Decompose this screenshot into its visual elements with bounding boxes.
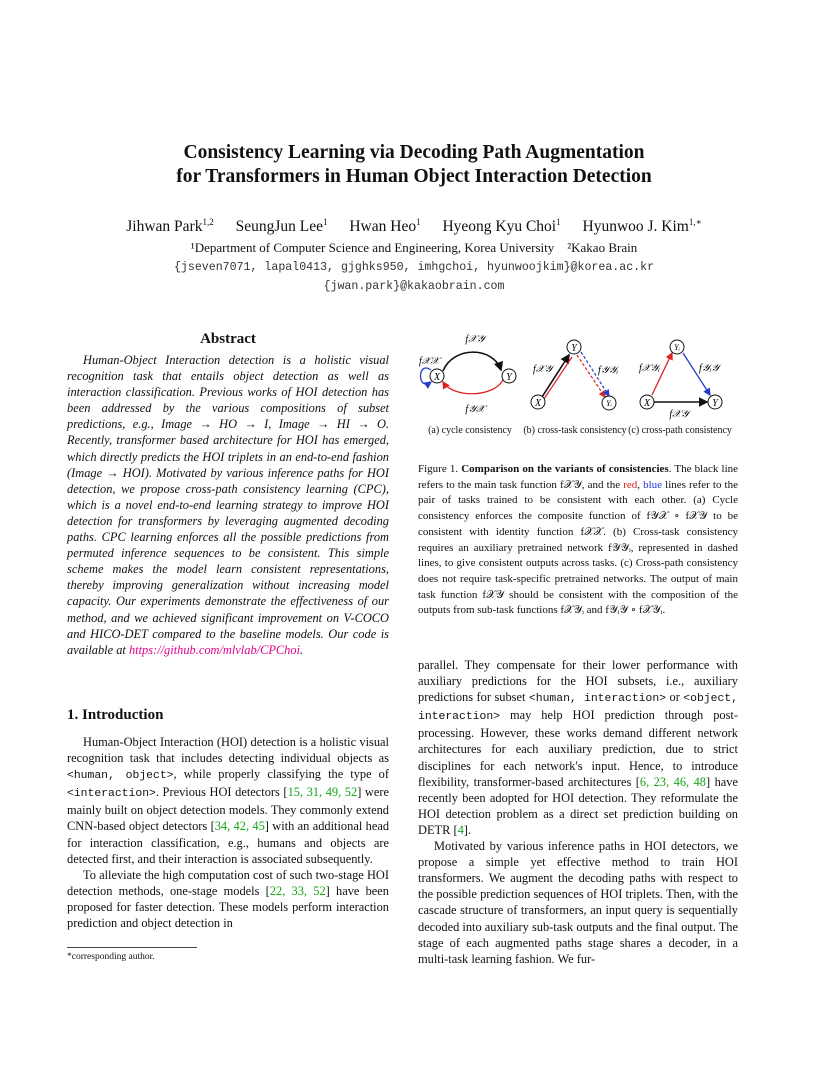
svg-text:X: X	[433, 372, 441, 383]
edge-fyyi-red	[577, 355, 605, 397]
edge-fxy	[443, 352, 501, 371]
svg-text:f𝒴𝒴ᵢ: f𝒴𝒴ᵢ	[598, 365, 619, 376]
cycle-consistency-diagram	[419, 334, 516, 415]
paragraph: parallel. They compensate for their lower performance with auxiliary predictions for the HOI subsets, i.e., auxiliary predictions for subset <human, interaction> or <object, interaction> may help HOI prediction through post-processing. However, these works demand different network architectures for each auxiliary prediction, due to strict disciplines for each network's input. Hence, to introduce flexibility, transformer-based architectures [6, 23, 46, 48] have recently been adopted for HOI detection. They reformulate the HOI detection problem as a direct set prediction building on DETR [4].	[418, 658, 738, 837]
svg-text:f𝒳𝒴: f𝒳𝒴	[533, 364, 553, 375]
right-column-body	[418, 657, 738, 967]
author: Hyunwoo J. Kim$^{1,∗}$	[582, 216, 702, 235]
figure-1	[413, 326, 743, 456]
figure-1-diagram	[413, 326, 743, 421]
section-heading-introduction: 1. Introduction	[67, 707, 164, 723]
abstract-body: Human-Object Interaction detection is a holistic visual recognition task that entails object detection as well as interaction classification. Previous works of HOI detection has been addressed by the various compositions of subset predictions, e.g., Image → HO → I, Image → HI → O. Recently, transformer based architecture for HOI has emerged, which directly predicts the HOI triplets in an end-to-end fashion (Image → HOI). Motivated by various inference paths for HOI detection, we propose cross-path consistency learning (CPC), which is a novel end-to-end learning strategy to improve HOI detection for transformers by leveraging augmented decoding paths. CPC learning enforces all the possible predictions from permuted inference sequences to be consistent. This simple scheme makes the model learn consistent representations, thereby improving generalization without increasing model capacity. Our experiments demonstrate the effectiveness of our method, and we achieved significant improvement on V-COCO and HICO-DET compared to the baseline models. Our code is available at https://github.com/mlvlab/CPChoi.	[67, 353, 389, 657]
svg-text:f𝒳𝒴: f𝒳𝒴	[669, 409, 689, 420]
svg-text:f𝒳𝒴ᵢ: f𝒳𝒴ᵢ	[639, 363, 660, 374]
paragraph: Human-Object Interaction (HOI) detection is a holistic visual recognition task that includes detecting individual objects as <human, object>, while properly classifying the type of <interaction>. Previous HOI detectors [15, 31, 49, 52] were mainly built on object detection models. They commonly extend CNN-based object detectors [34, 42, 45] with an additional head for interaction classification, e.g., humans and objects are detected first, and their interaction is associated subsequently.	[67, 735, 390, 866]
edge-fxyi	[652, 353, 672, 395]
author: Hyeong Kyu Choi$^1$	[442, 216, 561, 235]
svg-text:f𝒳𝒳: f𝒳𝒳	[419, 356, 439, 367]
footnote: *corresponding author.	[67, 952, 155, 962]
author: Hwan Heo$^1$	[349, 216, 421, 235]
citation-link[interactable]: 4	[457, 822, 464, 837]
affiliations: ¹Department of Computer Science and Engineering, Korea University ²Kakao Brain	[190, 240, 638, 255]
svg-text:f𝒳𝒴: f𝒳𝒴	[465, 334, 485, 345]
edge-fyx	[443, 380, 503, 394]
edge-fxx	[421, 368, 432, 384]
introduction-body	[67, 734, 389, 931]
subcaption-a: (a) cycle consistency	[428, 425, 512, 436]
svg-text:Y: Y	[506, 372, 512, 383]
paragraph: Motivated by various inference paths in HOI detectors, we propose a simple yet effective method to train HOI transformers. We augment the decoding paths with respect to the possible prediction sequences of HOI triplets. Then, with the cascade structure of transformers, an input query is sequentially decoded into auxiliary sub-task outputs and the final output. The stage of each augmented paths stage shares a decoder, in a multi-task learning fashion. We fur-	[418, 839, 738, 966]
svg-text:f𝒴𝒳: f𝒴𝒳	[465, 404, 485, 415]
cross-task-consistency-diagram	[531, 340, 620, 410]
author: Jihwan Park$^{1,2}$	[126, 216, 214, 235]
svg-text:Y: Y	[571, 343, 577, 354]
code-link[interactable]: https://github.com/mlvlab/CPChoi	[128, 642, 301, 657]
paragraph: To alleviate the high computation cost of such two-stage HOI detection methods, one-stage models [22, 33, 52] have been proposed for faster detection. These models perform interaction prediction and object detection in	[67, 867, 389, 931]
author-list	[0, 218, 828, 236]
svg-text:f𝒴ᵢ𝒴: f𝒴ᵢ𝒴	[699, 363, 720, 374]
svg-text:X: X	[643, 398, 651, 409]
citation-link[interactable]: 6, 23, 46, 48	[639, 774, 706, 789]
paper-title: Consistency Learning via Decoding Path Augmentation for Transformers in Human Object Interaction Detection	[176, 142, 652, 187]
email-line: {jseven7071, lapal0413, gjghks950, imhgchoi, hyunwoojkim}@korea.ac.kr	[173, 261, 655, 274]
edge-fyiy	[683, 353, 710, 395]
citation-link[interactable]: 15, 31, 49, 52	[287, 785, 358, 800]
edge-fxy	[542, 355, 569, 397]
citation-link[interactable]: 22, 33, 52	[269, 883, 326, 898]
svg-text:Yᵢ: Yᵢ	[674, 343, 680, 352]
email-line: {jwan.park}@kakaobrain.com	[323, 280, 505, 293]
svg-text:X: X	[534, 398, 542, 409]
svg-text:Yᵢ: Yᵢ	[606, 399, 612, 408]
footnote-rule	[67, 947, 197, 948]
cross-path-consistency-diagram	[639, 340, 722, 420]
citation-link[interactable]: 34, 42, 45	[214, 819, 265, 834]
figure-1-caption: Figure 1. Comparison on the variants of consistencies. The black line refers to the main task function f𝒳𝒴, and the red, blue lines refer to the pair of tasks trained to be consistent with each other. (a) Cycle consistency enforces the composite function of f𝒴𝒳 ∘ f𝒳𝒴 to be consistent with identity function f𝒳𝒳. (b) Cross-task consistency requires an auxiliary pretrained network f𝒴𝒴ᵢ, represented in dashed lines, to give consistent outputs across tasks. (c) Cross-path consistency does not require task-specific pretrained networks. The output of main task function f𝒳𝒴 should be consistent with the composition of the outputs from sub-task functions f𝒳𝒴ᵢ and f𝒴ᵢ𝒴 ∘ f𝒳𝒴ᵢ.	[418, 463, 739, 617]
author: SeungJun Lee$^1$	[235, 216, 328, 235]
subcaption-c: (c) cross-path consistency	[628, 425, 732, 436]
subcaption-b: (b) cross-task consistency	[523, 425, 627, 436]
abstract-heading: Abstract	[200, 331, 256, 347]
svg-text:Y: Y	[712, 398, 718, 409]
